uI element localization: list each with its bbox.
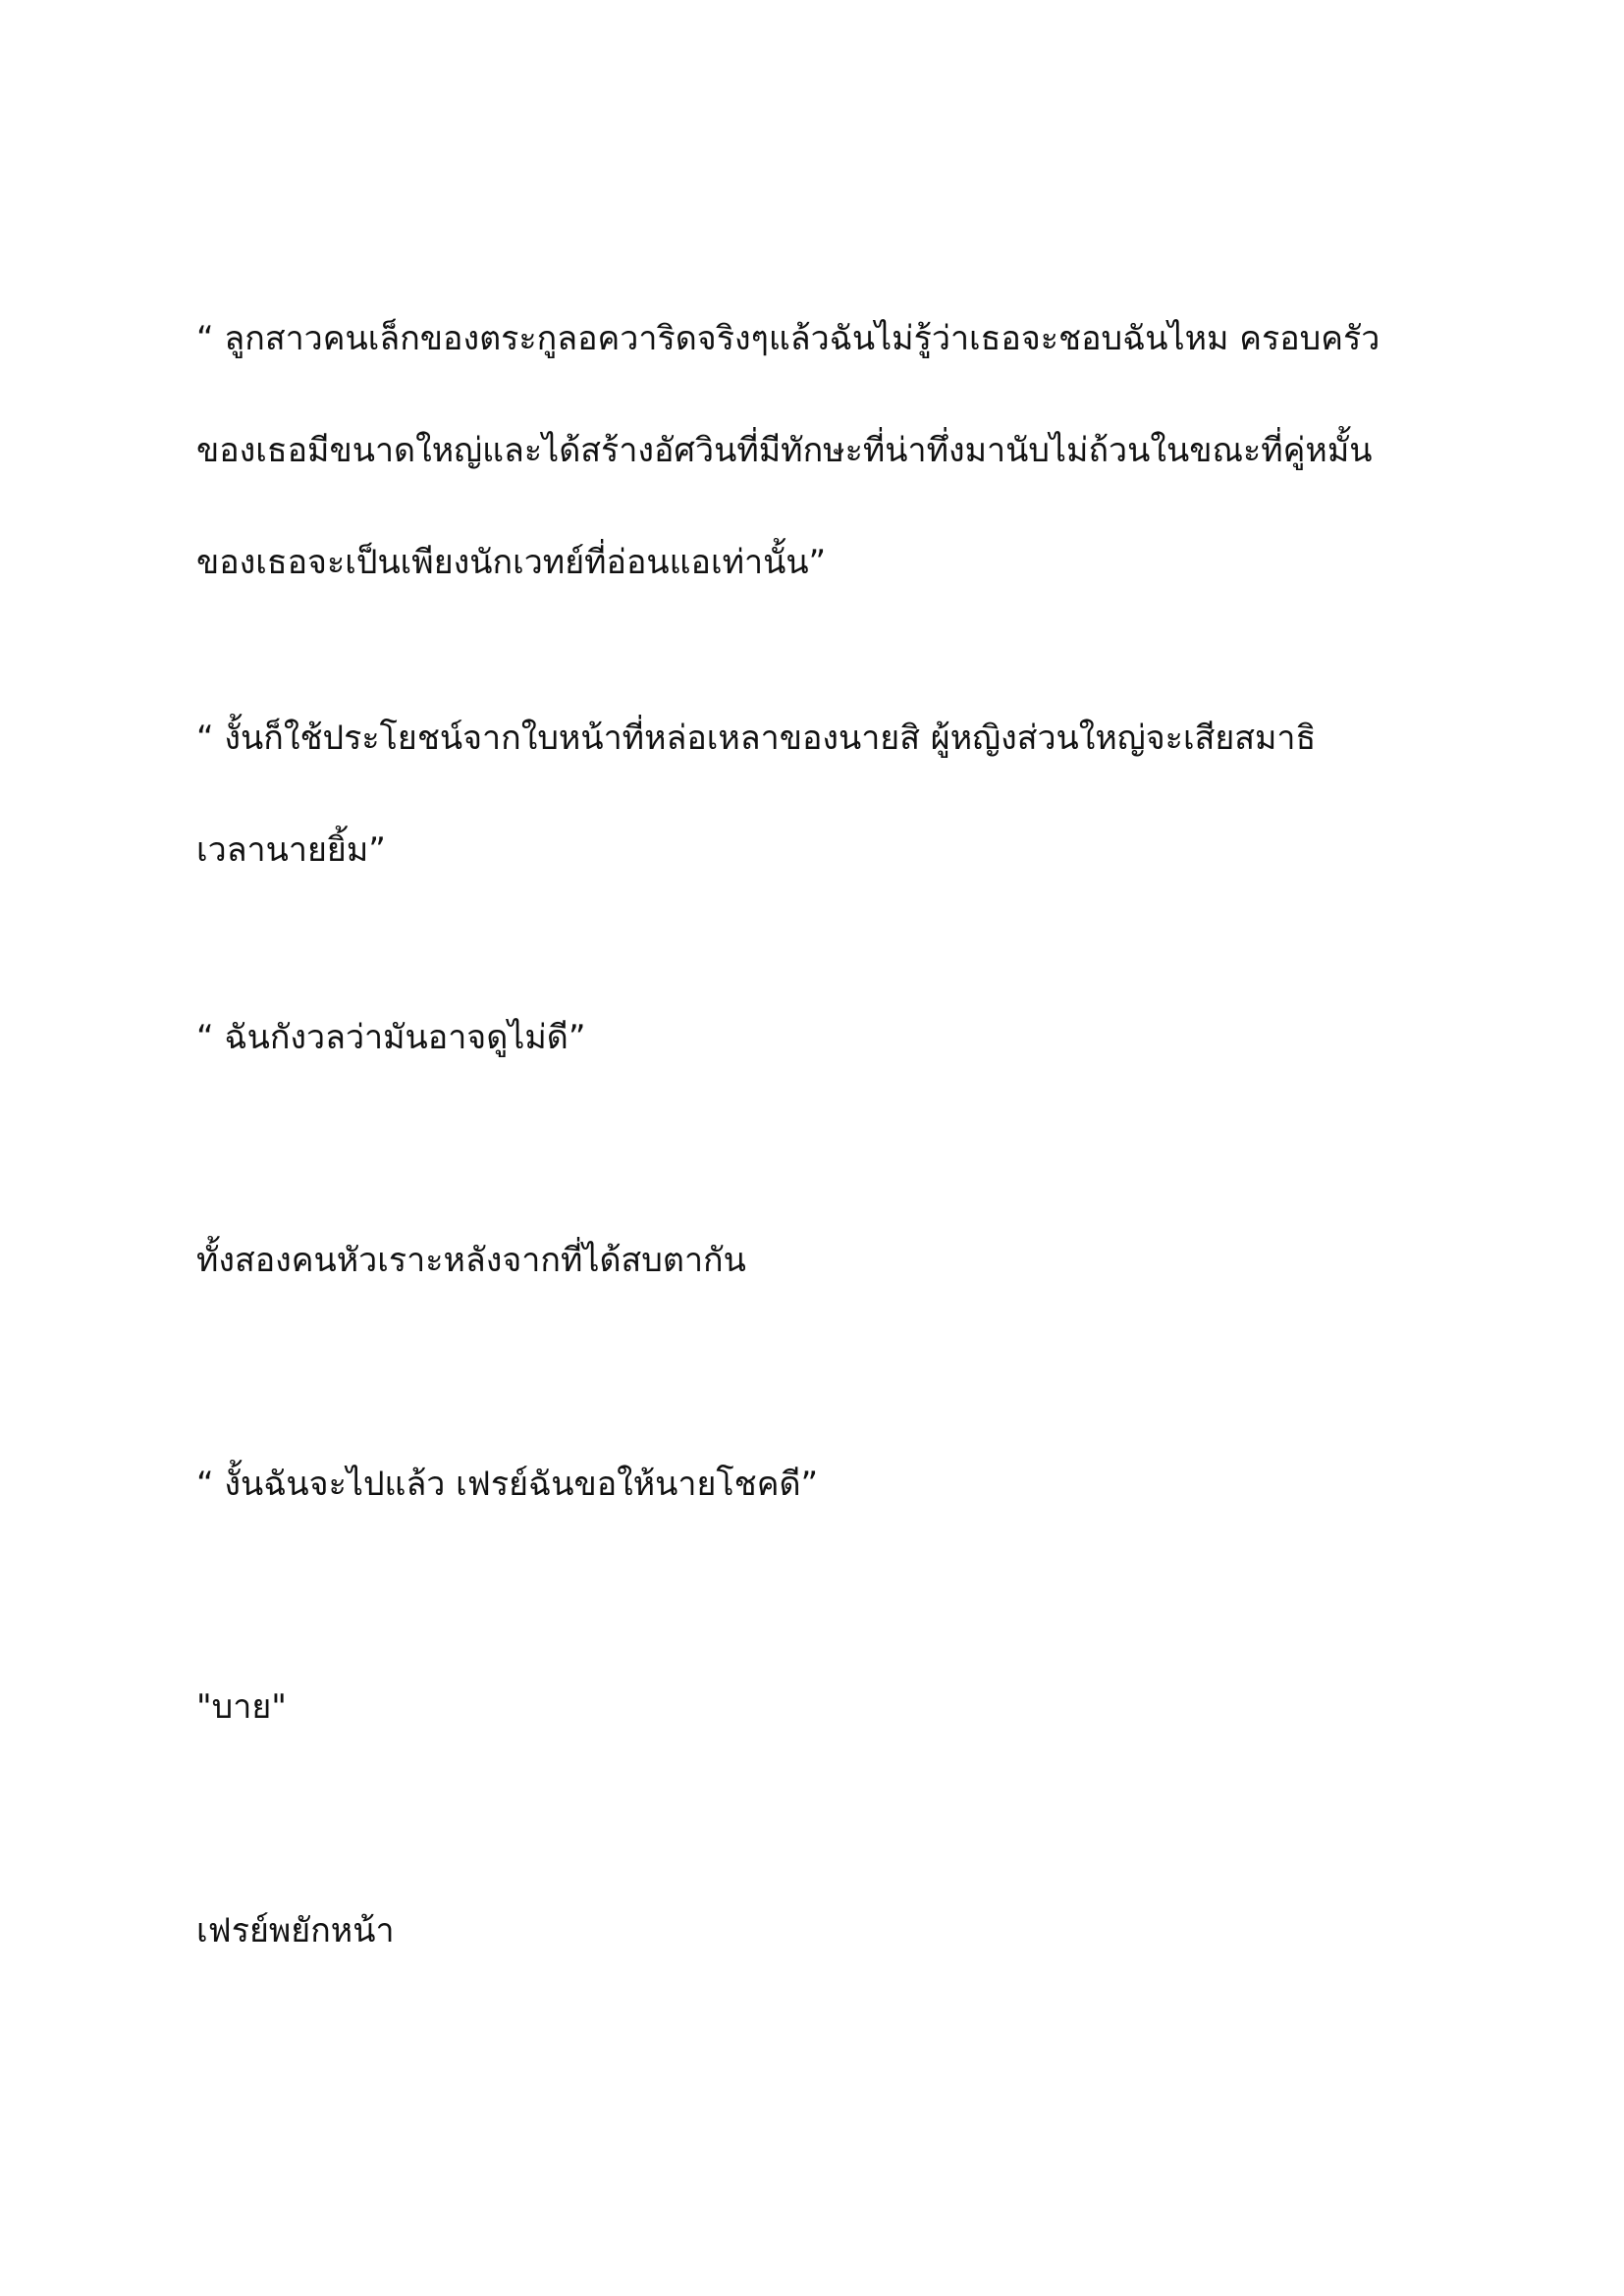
- paragraph-line: ของเธอจะเป็นเพียงนักเวทย์ที่อ่อนแอเท่านั้น”: [196, 543, 827, 582]
- paragraph-line: “ ลูกสาวคนเล็กของตระกูลอควาริดจริงๆแล้วฉันไม่รู้ว่าเธอจะชอบฉันไหม ครอบครัว: [196, 319, 1380, 358]
- paragraph-line: เวลานายยิ้ม”: [196, 830, 386, 870]
- paragraph-line: “ ฉันกังวลว่ามันอาจดูไม่ดี”: [196, 1018, 586, 1057]
- paragraph-2: [196, 682, 1434, 906]
- paragraph-line: “ งั้นฉันจะไปแล้ว เฟรย์ฉันขอให้นายโชคดี”: [196, 1465, 819, 1504]
- paragraph-6: [196, 1651, 1434, 1763]
- paragraph-line: "บาย": [196, 1687, 287, 1727]
- paragraph-4: [196, 1204, 1434, 1316]
- paragraph-1: [196, 283, 1434, 618]
- paragraph-7: [196, 1875, 1434, 1987]
- paragraph-line: “ งั้นก็ใช้ประโยชน์จากใบหน้าที่หล่อเหลาของนายสิ ผู้หญิงส่วนใหญ่จะเสียสมาธิ: [196, 719, 1317, 758]
- paragraph-line: ทั้งสองคนหัวเราะหลังจากที่ได้สบตากัน: [196, 1241, 746, 1280]
- paragraph-5: [196, 1428, 1434, 1540]
- paragraph-3: [196, 982, 1434, 1094]
- paragraph-line: เฟรย์พยักหน้า: [196, 1911, 395, 1950]
- paragraph-line: ของเธอมีขนาดใหญ่และได้สร้างอัศวินที่มีทักษะที่น่าทึ่งมานับไม่ถ้วนในขณะที่คู่หมั้น: [196, 431, 1373, 470]
